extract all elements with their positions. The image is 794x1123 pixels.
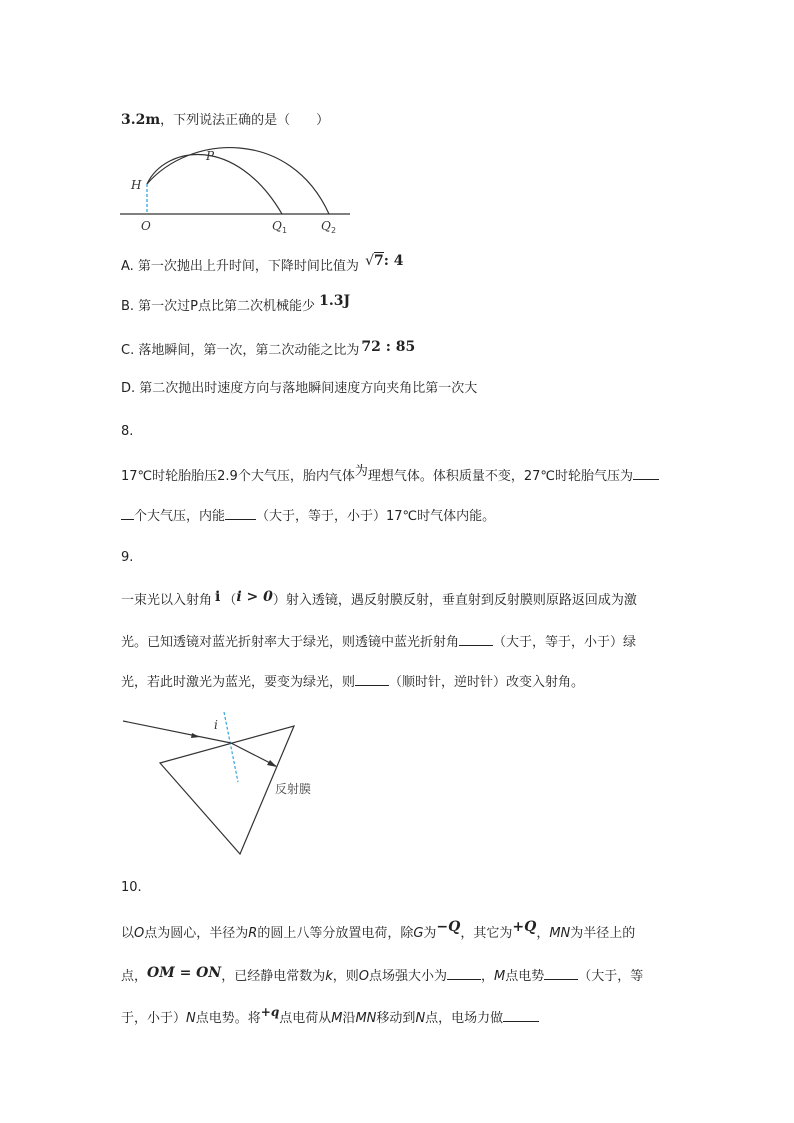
q10-l3-c: 点电荷从 — [279, 1011, 332, 1026]
incident-arrow-icon — [191, 733, 200, 738]
q8-line1-b: 理想气体。体积质量不变，27℃时轮胎气压为 — [367, 469, 633, 484]
q8-line2-a: 个大气压，内能 — [134, 509, 226, 524]
q9-line3-a: 光，若此时激光为蓝光，要变为绿光，则 — [121, 675, 356, 690]
q10-equation: OM = ON — [147, 965, 222, 981]
q10-line-1 — [121, 919, 636, 942]
q10-line-2 — [121, 967, 643, 985]
label-Q1-sub: 1 — [282, 226, 288, 235]
label-Q1: Q — [272, 219, 282, 233]
q9-blank-2 — [355, 673, 389, 686]
q9-line-1 — [121, 589, 637, 609]
q10-l1-G: G — [413, 926, 424, 941]
option-c-text: C. 落地瞬间，第一次，第二次动能之比为 — [121, 343, 360, 358]
q7-option-a — [121, 253, 404, 275]
label-O: O — [141, 219, 151, 233]
q10-l2-a: 点， — [121, 969, 148, 984]
q9-condition: i > 0 — [236, 589, 273, 605]
prism-triangle — [160, 726, 294, 854]
q9-line1-a: 一束光以入射角 — [121, 593, 213, 608]
sqrt-icon: √ — [365, 253, 374, 269]
option-a-ratio — [365, 253, 403, 269]
option-b-text: B. 第一次过P点比第二次机械能少 — [121, 299, 316, 314]
q10-l1-g: 为半径上的 — [570, 926, 636, 941]
q10-pos-q: +q — [260, 1005, 280, 1019]
q8-number: 8. — [121, 424, 134, 439]
q10-line-3 — [121, 1005, 539, 1027]
normal-dashed-line — [224, 712, 238, 782]
q10-l2-g: （大于，等 — [578, 969, 644, 984]
q8-line1-a: 17℃时轮胎胎压2.9个大气压，胎内气体 — [121, 469, 355, 484]
q10-l1-a: 以 — [121, 926, 135, 941]
q9-line1-b: ）射入透镜，遇反射膜反射，垂直射到反射膜则原路返回成为激 — [272, 593, 637, 608]
q9-line1-paren: （ — [223, 593, 237, 608]
q10-l2-d: 点场强大小为 — [368, 969, 447, 984]
q10-l3-N: N — [186, 1011, 196, 1026]
q7-stem-text: ，下列说法正确的是（ ） — [160, 113, 330, 128]
label-H: H — [131, 178, 142, 192]
angle-label-i: i — [214, 718, 218, 732]
option-b-value: 1.3J — [319, 293, 351, 309]
q8-blank-1a — [633, 467, 659, 480]
q8-line2-b: （大于，等于，小于）17℃时气体内能。 — [256, 509, 496, 524]
q9-blank-1 — [459, 633, 493, 646]
q9-prism-figure — [120, 708, 360, 858]
q9-line2-b: （大于，等于，小于）绿 — [493, 635, 637, 650]
q10-pos-Q: +Q — [512, 919, 537, 935]
q8-blank-2 — [225, 507, 256, 520]
q7-stem — [121, 112, 329, 129]
q7-option-d — [121, 381, 477, 397]
q9-line2-a: 光。已知透镜对蓝光折射率大于绿光，则透镜中蓝光折射角 — [121, 635, 460, 650]
q7-option-b — [121, 293, 351, 315]
q8-line-1 — [121, 464, 659, 485]
trajectory-1 — [147, 154, 282, 214]
label-P: P — [206, 149, 215, 163]
refracted-arrow-icon — [267, 760, 277, 767]
q10-l2-k: k — [325, 969, 333, 984]
q10-blank-3 — [503, 1009, 539, 1022]
q10-l1-e: ，其它为 — [460, 926, 513, 941]
q10-l2-e: ， — [481, 969, 495, 984]
q10-l3-a: 于，小于） — [121, 1011, 187, 1026]
q10-l1-O: O — [134, 926, 145, 941]
q10-l2-f: 点电势 — [505, 969, 545, 984]
label-Q2-sub: 2 — [331, 226, 337, 235]
q7-option-c — [121, 339, 416, 359]
q9-line-2 — [121, 633, 636, 651]
option-c-value: 72 : 85 — [361, 339, 416, 355]
option-a-ratio-tail: : 4 — [383, 253, 404, 269]
q10-l3-M: M — [331, 1011, 343, 1026]
label-Q2: Q — [321, 219, 331, 233]
q10-neg-Q: −Q — [436, 919, 461, 935]
q10-l1-d: 为 — [423, 926, 437, 941]
q10-l3-MN: MN — [355, 1011, 377, 1026]
q10-l3-d: 沿 — [342, 1011, 356, 1026]
q10-l2-c: ，则 — [332, 969, 359, 984]
q10-l1-MN: MN — [549, 926, 571, 941]
option-a-text: A. 第一次抛出上升时间，下降时间比值为 — [121, 259, 359, 274]
q10-l3-e: 移动到 — [376, 1011, 416, 1026]
q10-l1-b: 点为圆心，半径为 — [144, 926, 249, 941]
q7-projectile-figure — [120, 138, 360, 238]
q10-blank-2 — [544, 967, 578, 980]
q10-l3-f: 点，电场力做 — [425, 1011, 504, 1026]
q10-l3-N2: N — [415, 1011, 426, 1026]
q10-l1-c: 的圆上八等分放置电荷，除 — [257, 926, 414, 941]
option-d-text: D. 第二次抛出时速度方向与落地瞬间速度方向夹角比第一次大 — [121, 381, 478, 396]
q10-l1-R: R — [248, 926, 258, 941]
option-a-sqrt-value: 7 — [374, 253, 384, 269]
q9-line3-b: （顺时针，逆时针）改变入射角。 — [389, 675, 585, 690]
q10-l2-O: O — [358, 969, 369, 984]
q10-number: 10. — [121, 880, 142, 895]
q9-number: 9. — [121, 550, 134, 565]
q10-l1-f: ， — [536, 926, 550, 941]
film-label: 反射膜 — [275, 782, 312, 796]
q10-l3-b: 点电势。将 — [195, 1011, 261, 1026]
q8-blank-1b — [121, 507, 134, 520]
q9-angle-i: i — [215, 589, 221, 605]
q8-line-2 — [121, 507, 495, 525]
q7-stem-value: 3.2m — [121, 112, 161, 128]
q9-line-3 — [121, 673, 584, 691]
trajectory-2 — [147, 148, 329, 214]
q10-l2-b: ，已经静电常数为 — [221, 969, 326, 984]
q10-l2-M: M — [494, 969, 506, 984]
q8-line1-wei: 为 — [354, 464, 368, 479]
q10-blank-1 — [447, 967, 481, 980]
